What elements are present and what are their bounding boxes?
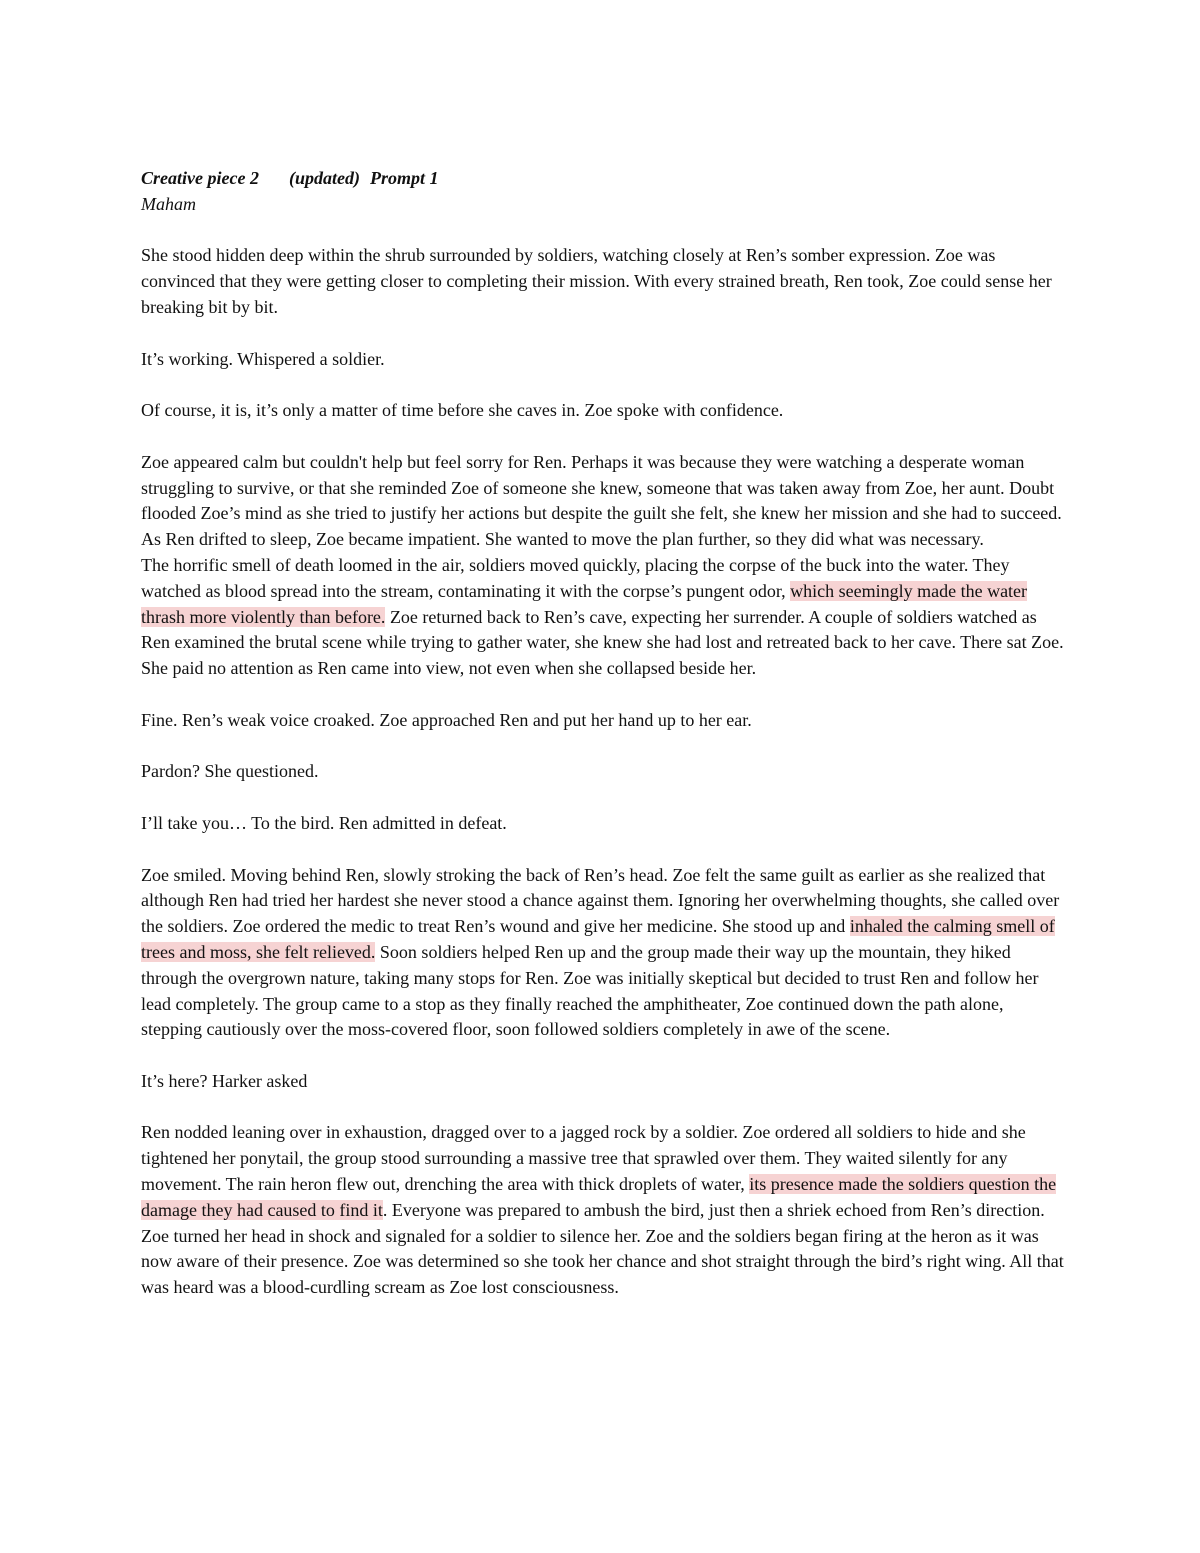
paragraph-3: Of course, it is, it’s only a matter of time before she caves in. Zoe spoke with confidence. bbox=[141, 400, 784, 421]
paragraph-2: It’s working. Whispered a soldier. bbox=[141, 348, 385, 369]
paragraph-11 bbox=[141, 1120, 1066, 1301]
paragraph-9-text-a: Zoe smiled. Moving behind Ren, slowly stroking the back of Ren’s head. Zoe felt the same guilt as earlier as she realized that although Ren had tried her hardest she never stood a chance against them. Ignoring her overwhelming thoughts, she called over the soldiers. Zoe ordered the medic to treat Ren’s wound and give her medicine. She stood up and bbox=[141, 864, 1060, 937]
paragraph-6: Fine. Ren’s weak voice croaked. Zoe approached Ren and put her hand up to her ear. bbox=[141, 709, 752, 730]
paragraph-9-text-b: Soon soldiers helped Ren up and the group made their way up the mountain, they hiked through the overgrown nature, taking many stops for Ren. Zoe was initially skeptical but decided to trust Ren and follow her lead completely. The group came to a stop as they finally reached the amphitheater, Zoe continued down the path alone, stepping cautiously over the moss-covered floor, soon followed soldiers completely in awe of the scene. bbox=[141, 941, 1039, 1040]
title-part-3: Prompt 1 bbox=[369, 168, 439, 188]
highlighted-text-3: its presence made the soldiers question the damage they had caused to find it bbox=[141, 1174, 1057, 1220]
paragraph-5-text-a: The horrific smell of death loomed in the air, soldiers moved quickly, placing the corpse of the buck into the water. They watched as blood spread into the stream, contaminating it with the corpse’s pungent odor, bbox=[141, 554, 1010, 601]
paragraph-11-text-b: . Everyone was prepared to ambush the bird, just then a shriek echoed from Ren’s direction. Zoe turned her head in shock and signaled for a soldier to silence her. Zoe and the soldiers began firing at the heron as it was now aware of their presence. Zoe was determined so she took her chance and shot straight through the bird’s right wing. All that was heard was a blood-curdling scream as Zoe lost consciousness. bbox=[141, 1199, 1064, 1298]
paragraph-11-text-a: Ren nodded leaning over in exhaustion, dragged over to a jagged rock by a soldier. Zoe ordered all soldiers to hide and she tightened her ponytail, the group stood surrounding a massive tree that sprawled over them. They waited silently for any movement. The rain heron flew out, drenching the area with thick droplets of water, bbox=[141, 1122, 1026, 1195]
paragraph-10: It’s here? Harker asked bbox=[141, 1070, 308, 1091]
paragraph-8: I’ll take you… To the bird. Ren admitted in defeat. bbox=[141, 812, 507, 833]
paragraph-9 bbox=[141, 863, 1066, 1044]
paragraph-1: She stood hidden deep within the shrub surrounded by soldiers, watching closely at Ren’s somber expression. Zoe was convinced that they were getting closer to completing their mission. With every strained breath, Ren took, Zoe could sense her breaking bit by bit. bbox=[141, 245, 1052, 317]
title-part-1: Creative piece 2 bbox=[141, 168, 259, 188]
highlighted-text-1: which seemingly made the water thrash more violently than before. bbox=[141, 580, 1028, 627]
paragraph-5 bbox=[141, 553, 1066, 682]
paragraph-4: Zoe appeared calm but couldn't help but feel sorry for Ren. Perhaps it was because they were watching a desperate woman struggling to survive, or that she reminded Zoe of someone she knew, someone that was taken away from Zoe, her aunt. Doubt flooded Zoe’s mind as she tried to justify her actions but despite the guilt she felt, she knew her mission and she had to succeed. As Ren drifted to sleep, Zoe became impatient. She wanted to move the plan further, so they did what was necessary. bbox=[141, 451, 1062, 550]
paragraph-7: Pardon? She questioned. bbox=[141, 761, 319, 782]
author-name: Maham bbox=[141, 193, 196, 214]
document-title bbox=[141, 166, 1066, 192]
document-page bbox=[141, 166, 1066, 1327]
highlighted-text-2: inhaled the calming smell of trees and moss, she felt relieved. bbox=[141, 916, 1055, 962]
paragraph-5-text-b: Zoe returned back to Ren’s cave, expecting her surrender. A couple of soldiers watched as Ren examined the brutal scene while trying to gather water, she knew she had lost and retreated back to her cave. There sat Zoe. She paid no attention as Ren came into view, not even when she collapsed beside her. bbox=[141, 606, 1064, 679]
title-part-2: (updated) bbox=[288, 168, 360, 188]
